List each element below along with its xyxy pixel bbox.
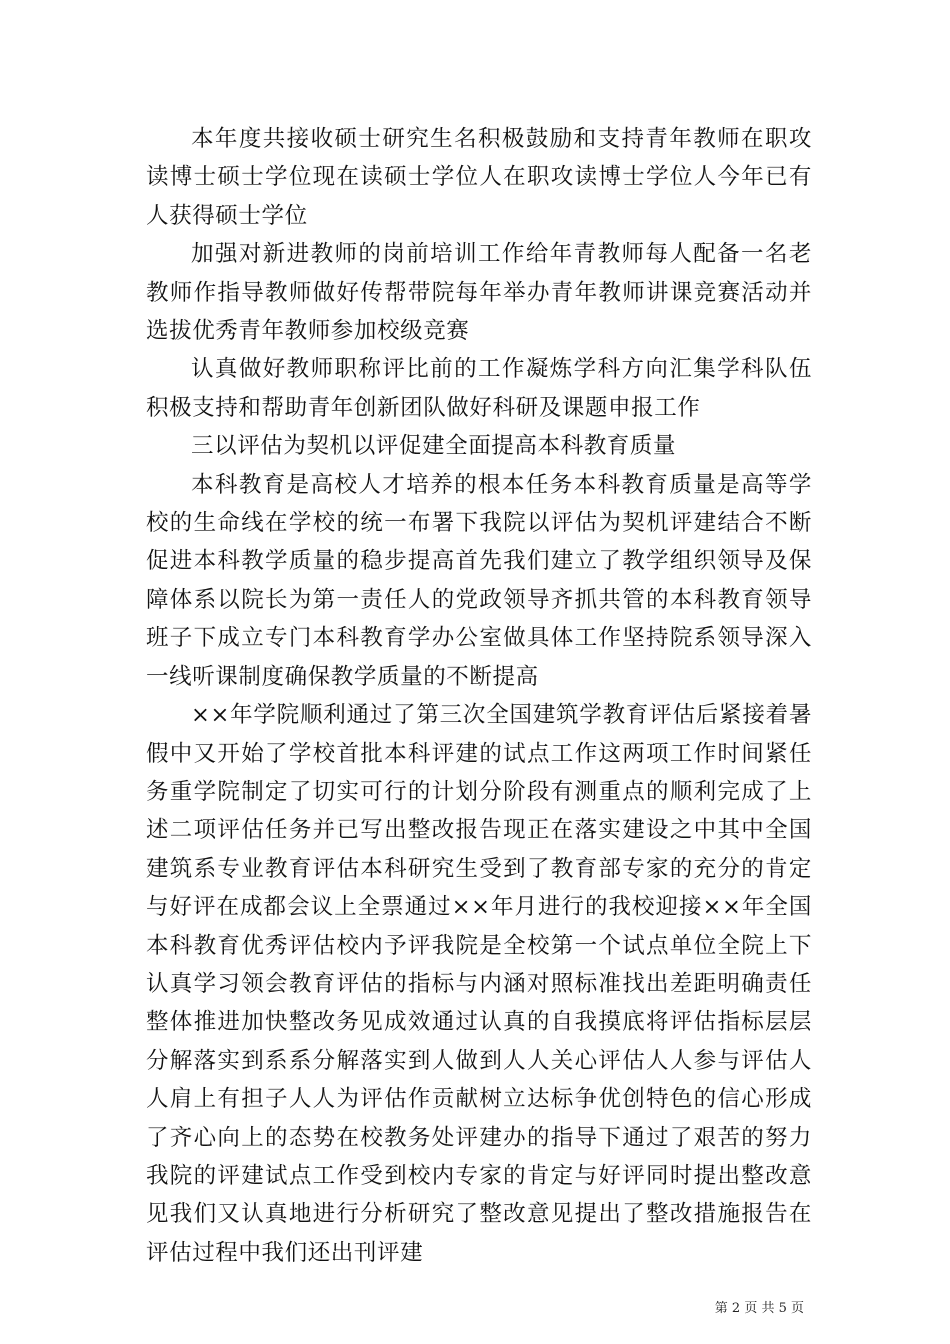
paragraph: 本科教育是高校人才培养的根本任务本科教育质量是高等学校的生命线在学校的统一布署下我院以评估为契机评建结合不断促进本科教学质量的稳步提高首先我们建立了教学组织领导及保障体系以院长为第一责任人的党政领导齐抓共管的本科教育领导班子下成立专门本科教育学办公室做具体工作坚持院系领导深入一线听课制度确保教学质量的不断提高 [146, 471, 812, 690]
page-number: 第 2 页 共 5 页 [714, 1301, 804, 1316]
document-body [146, 120, 812, 1272]
paragraph: 本年度共接收硕士研究生名积极鼓励和支持青年教师在职攻读博士硕士学位现在读硕士学位人在职攻读博士学位人今年已有人获得硕士学位 [146, 126, 812, 229]
section-heading: 三以评估为契机以评促建全面提高本科教育质量 [191, 433, 677, 460]
paragraph: ××年学院顺利通过了第三次全国建筑学教育评估后紧接着暑假中又开始了学校首批本科评建的试点工作这两项工作时间紧任务重学院制定了切实可行的计划分阶段有测重点的顺利完成了上述二项评估任务并已写出整改报告现正在落实建设之中其中全国建筑系专业教育评估本科研究生受到了教育部专家的充分的肯定与好评在成都会议上全票通过××年月进行的我校迎接××年全国本科教育优秀评估校内予评我院是全校第一个试点单位全院上下认真学习领会教育评估的指标与内涵对照标准找出差距明确责任整体推进加快整改务见成效通过认真的自我摸底将评估指标层层分解落实到系系分解落实到人做到人人关心评估人人参与评估人人肩上有担子人人为评估作贡献树立达标争优创特色的信心形成了齐心向上的态势在校教务处评建办的指导下通过了艰苦的努力我院的评建试点工作受到校内专家的肯定与好评同时提出整改意见我们又认真地进行分析研究了整改意见提出了整改措施报告在评估过程中我们还出刊评建 [146, 702, 812, 1266]
paragraph: 加强对新进教师的岗前培训工作给年青教师每人配备一名老教师作指导教师做好传帮带院每年举办青年教师讲课竞赛活动并选拔优秀青年教师参加校级竞赛 [146, 241, 812, 345]
paragraph: 认真做好教师职称评比前的工作凝炼学科方向汇集学科队伍积极支持和帮助青年创新团队做好科研及课题申报工作 [146, 356, 812, 421]
